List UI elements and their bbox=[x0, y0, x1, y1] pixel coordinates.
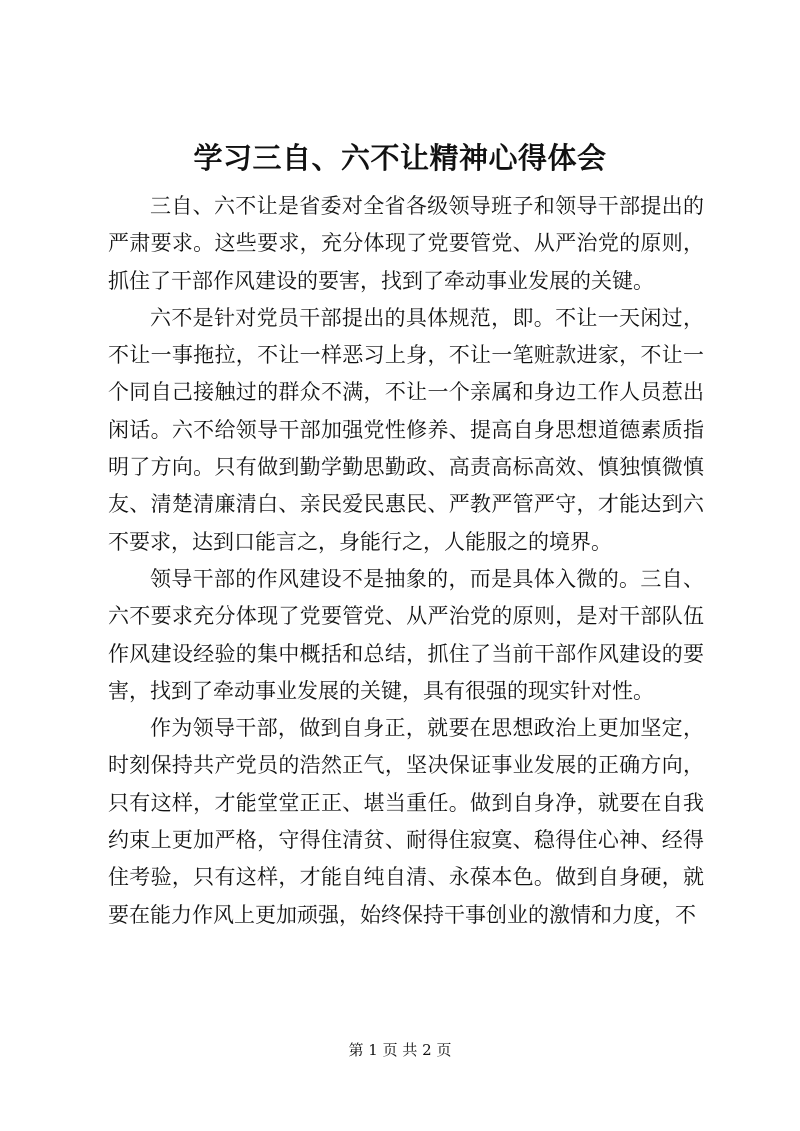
document-title: 学习三自、六不让精神心得体会 bbox=[193, 141, 607, 175]
paragraph-3: 领导干部的作风建设不是抽象的，而是具体入微的。三自、六不要求充分体现了党要管党、从严治党的原则，是对干部队伍作风建设经验的集中概括和总结，抓住了当前干部作风建设的要害，找到了牵动事业发展的关键，具有很强的现实针对性。 bbox=[108, 566, 704, 703]
paragraph-4: 作为领导干部，做到自身正，就要在思想政治上更加坚定，时刻保持共产党员的浩然正气，坚决保证事业发展的正确方向，只有这样，才能堂堂正正、堪当重任。做到自身净，就要在自我约束上更加严格，守得住清贫、耐得住寂寞、稳得住心神、经得住考验，只有这样，才能自纯自清、永葆本色。做到自身硬，就要在能力作风上更加顽强，始终保持干事创业的激情和力度，不 bbox=[108, 716, 704, 927]
paragraph-2: 六不是针对党员干部提出的具体规范，即。不让一天闲过，不让一事拖拉，不让一样恶习上身，不让一笔赃款进家，不让一个同自己接触过的群众不满，不让一个亲属和身边工作人员惹出闲话。六不给领导干部加强党性修养、提高自身思想道德素质指明了方向。只有做到勤学勤思勤政、高责高标高效、慎独慎微慎友、清楚清廉清白、亲民爱民惠民、严教严管严守，才能达到六不要求，达到口能言之，身能行之，人能服之的境界。 bbox=[108, 305, 704, 554]
page-number-footer: 第 1 页 共 2 页 bbox=[348, 1041, 452, 1059]
paragraph-1: 三自、六不让是省委对全省各级领导班子和领导干部提出的严肃要求。这些要求，充分体现了党要管党、从严治党的原则，抓住了干部作风建设的要害，找到了牵动事业发展的关键。 bbox=[108, 194, 704, 293]
document-body bbox=[108, 188, 704, 934]
